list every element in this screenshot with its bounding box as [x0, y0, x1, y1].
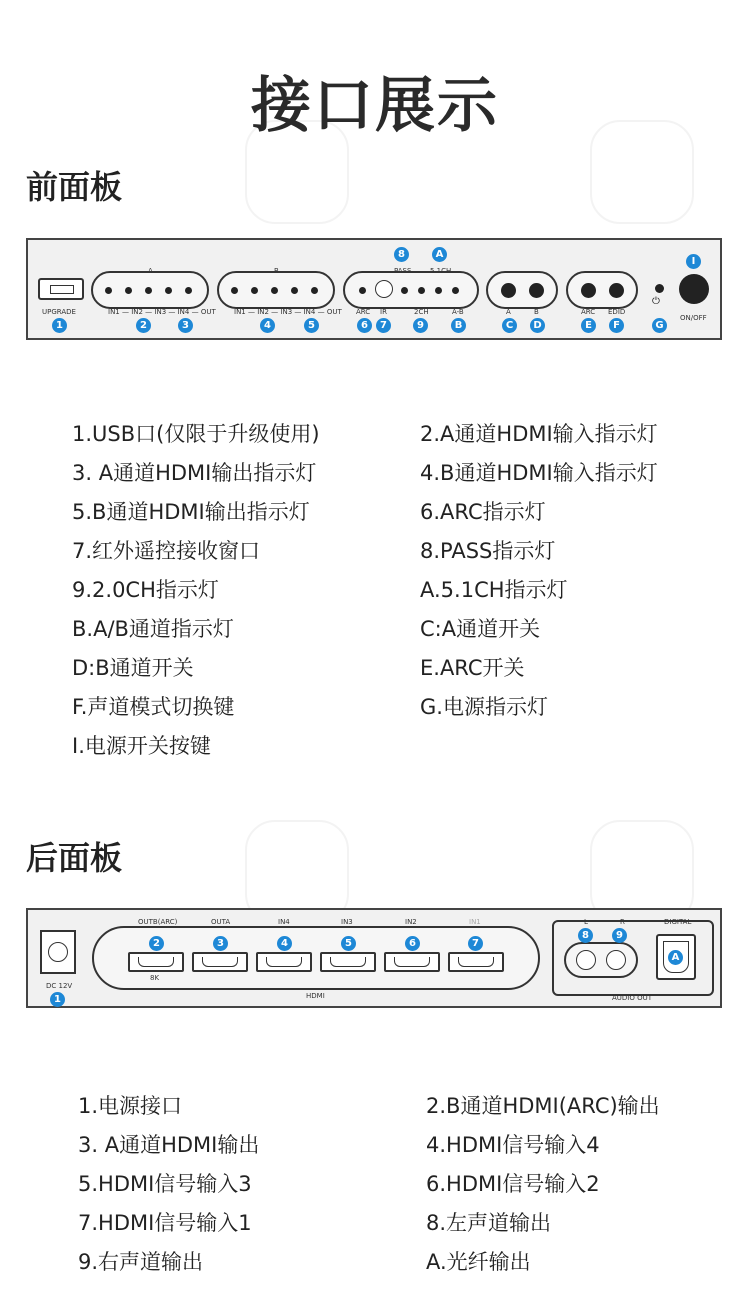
power-button	[679, 274, 709, 304]
group-a-ports: IN1 — IN2 — IN3 — IN4 — OUT	[108, 308, 216, 316]
list-item: 1.USB口(仅限于升级使用)	[72, 422, 320, 446]
badge-a: A	[668, 950, 683, 965]
list-item: B.A/B通道指示灯	[72, 617, 234, 641]
badge-2: 2	[136, 318, 151, 333]
dc-label: DC 12V	[46, 982, 73, 990]
ir-label: IR	[380, 308, 387, 316]
switch-arc-label: ARC	[581, 308, 596, 316]
list-item: 5.B通道HDMI输出指示灯	[72, 500, 310, 524]
list-item: A.5.1CH指示灯	[420, 578, 568, 602]
back-panel-diagram	[26, 908, 722, 1008]
list-item: 5.HDMI信号输入3	[78, 1172, 252, 1196]
in4-label: IN4	[278, 918, 290, 926]
in3-label: IN3	[341, 918, 353, 926]
hdmi-port-in1	[448, 952, 504, 972]
list-item: G.电源指示灯	[420, 695, 548, 719]
outa-label: OUTA	[211, 918, 231, 926]
badge-5: 5	[304, 318, 319, 333]
list-item: A.光纤输出	[426, 1250, 531, 1274]
in2-label: IN2	[405, 918, 417, 926]
hdmi-label: HDMI	[306, 992, 325, 1000]
badge-g: G	[652, 318, 667, 333]
badge-3: 3	[178, 318, 193, 333]
switch-a-label: A	[506, 308, 511, 316]
ch2-label: 2CH	[414, 308, 429, 316]
arc-edid-switch-group	[566, 271, 638, 309]
power-led	[655, 284, 664, 293]
list-item: 2.B通道HDMI(ARC)输出	[426, 1094, 660, 1118]
digital-label: DIGITAL	[664, 918, 692, 926]
list-item: 7.HDMI信号输入1	[78, 1211, 252, 1235]
8k-label: 8K	[150, 974, 160, 982]
page-title: 接口展示	[251, 71, 499, 141]
list-item: 6.HDMI信号输入2	[426, 1172, 600, 1196]
badge-f: F	[609, 318, 624, 333]
badge-6: 6	[405, 936, 420, 951]
group-b-ports: IN1 — IN2 — IN3 — IN4 — OUT	[234, 308, 342, 316]
audio-status-indicators	[343, 271, 479, 309]
list-item: 4.B通道HDMI输入指示灯	[420, 461, 658, 485]
list-item: 7.红外遥控接收窗口	[72, 539, 261, 563]
badge-5: 5	[341, 936, 356, 951]
l-label: L	[584, 918, 588, 926]
badge-e: E	[581, 318, 596, 333]
badge-7: 7	[468, 936, 483, 951]
front-panel-diagram	[26, 238, 722, 340]
list-item: E.ARC开关	[420, 656, 525, 680]
list-item: 1.电源接口	[78, 1094, 183, 1118]
r-label: R	[620, 918, 625, 926]
ab-label: A-B	[452, 308, 464, 316]
badge-1: 1	[50, 992, 65, 1007]
back-panel-heading: 后面板	[26, 839, 123, 877]
list-item: 8.左声道输出	[426, 1211, 552, 1235]
hdmi-port-outb	[128, 952, 184, 972]
in1-label: IN1	[469, 918, 481, 926]
list-item: 3. A通道HDMI输出指示灯	[72, 461, 317, 485]
list-item: 6.ARC指示灯	[420, 500, 546, 524]
badge-d: D	[530, 318, 545, 333]
dc-power-jack	[40, 930, 76, 974]
rca-pair	[564, 942, 638, 978]
list-item: 9.2.0CH指示灯	[72, 578, 219, 602]
badge-4: 4	[277, 936, 292, 951]
ab-switch-group	[486, 271, 558, 309]
list-item: I.电源开关按键	[72, 734, 211, 758]
power-icon: ⏻	[652, 296, 660, 307]
list-item: 2.A通道HDMI输入指示灯	[420, 422, 658, 446]
badge-7: 7	[376, 318, 391, 333]
badge-9: 9	[612, 928, 627, 943]
hdmi-port-in3	[320, 952, 376, 972]
arc-indicator-label: ARC	[356, 308, 371, 316]
list-item: F.声道模式切换键	[72, 695, 235, 719]
badge-4: 4	[260, 318, 275, 333]
switch-edid-label: EDID	[608, 308, 626, 316]
list-item: 3. A通道HDMI输出	[78, 1133, 260, 1157]
group-a-indicators	[91, 271, 209, 309]
badge-8: 8	[578, 928, 593, 943]
onoff-label: ON/OFF	[680, 314, 707, 322]
badge-i: I	[686, 254, 701, 269]
hdmi-port-in4	[256, 952, 312, 972]
switch-b-label: B	[534, 308, 539, 316]
badge-a: A	[432, 247, 447, 262]
list-item: 8.PASS指示灯	[420, 539, 556, 563]
badge-8: 8	[394, 247, 409, 262]
badge-9: 9	[413, 318, 428, 333]
outb-label: OUTB(ARC)	[138, 918, 178, 926]
hdmi-port-in2	[384, 952, 440, 972]
badge-1: 1	[52, 318, 67, 333]
badge-6: 6	[357, 318, 372, 333]
list-item: 4.HDMI信号输入4	[426, 1133, 600, 1157]
list-item: C:A通道开关	[420, 617, 541, 641]
list-item: D:B通道开关	[72, 656, 194, 680]
badge-c: C	[502, 318, 517, 333]
list-item: 9.右声道输出	[78, 1250, 204, 1274]
badge-2: 2	[149, 936, 164, 951]
badge-3: 3	[213, 936, 228, 951]
group-b-indicators	[217, 271, 335, 309]
hdmi-port-outa	[192, 952, 248, 972]
audio-out-label: AUDIO OUT	[612, 994, 653, 1002]
upgrade-label: UPGRADE	[42, 308, 76, 316]
front-panel-heading: 前面板	[26, 168, 123, 206]
badge-b: B	[451, 318, 466, 333]
usb-port	[38, 278, 84, 300]
